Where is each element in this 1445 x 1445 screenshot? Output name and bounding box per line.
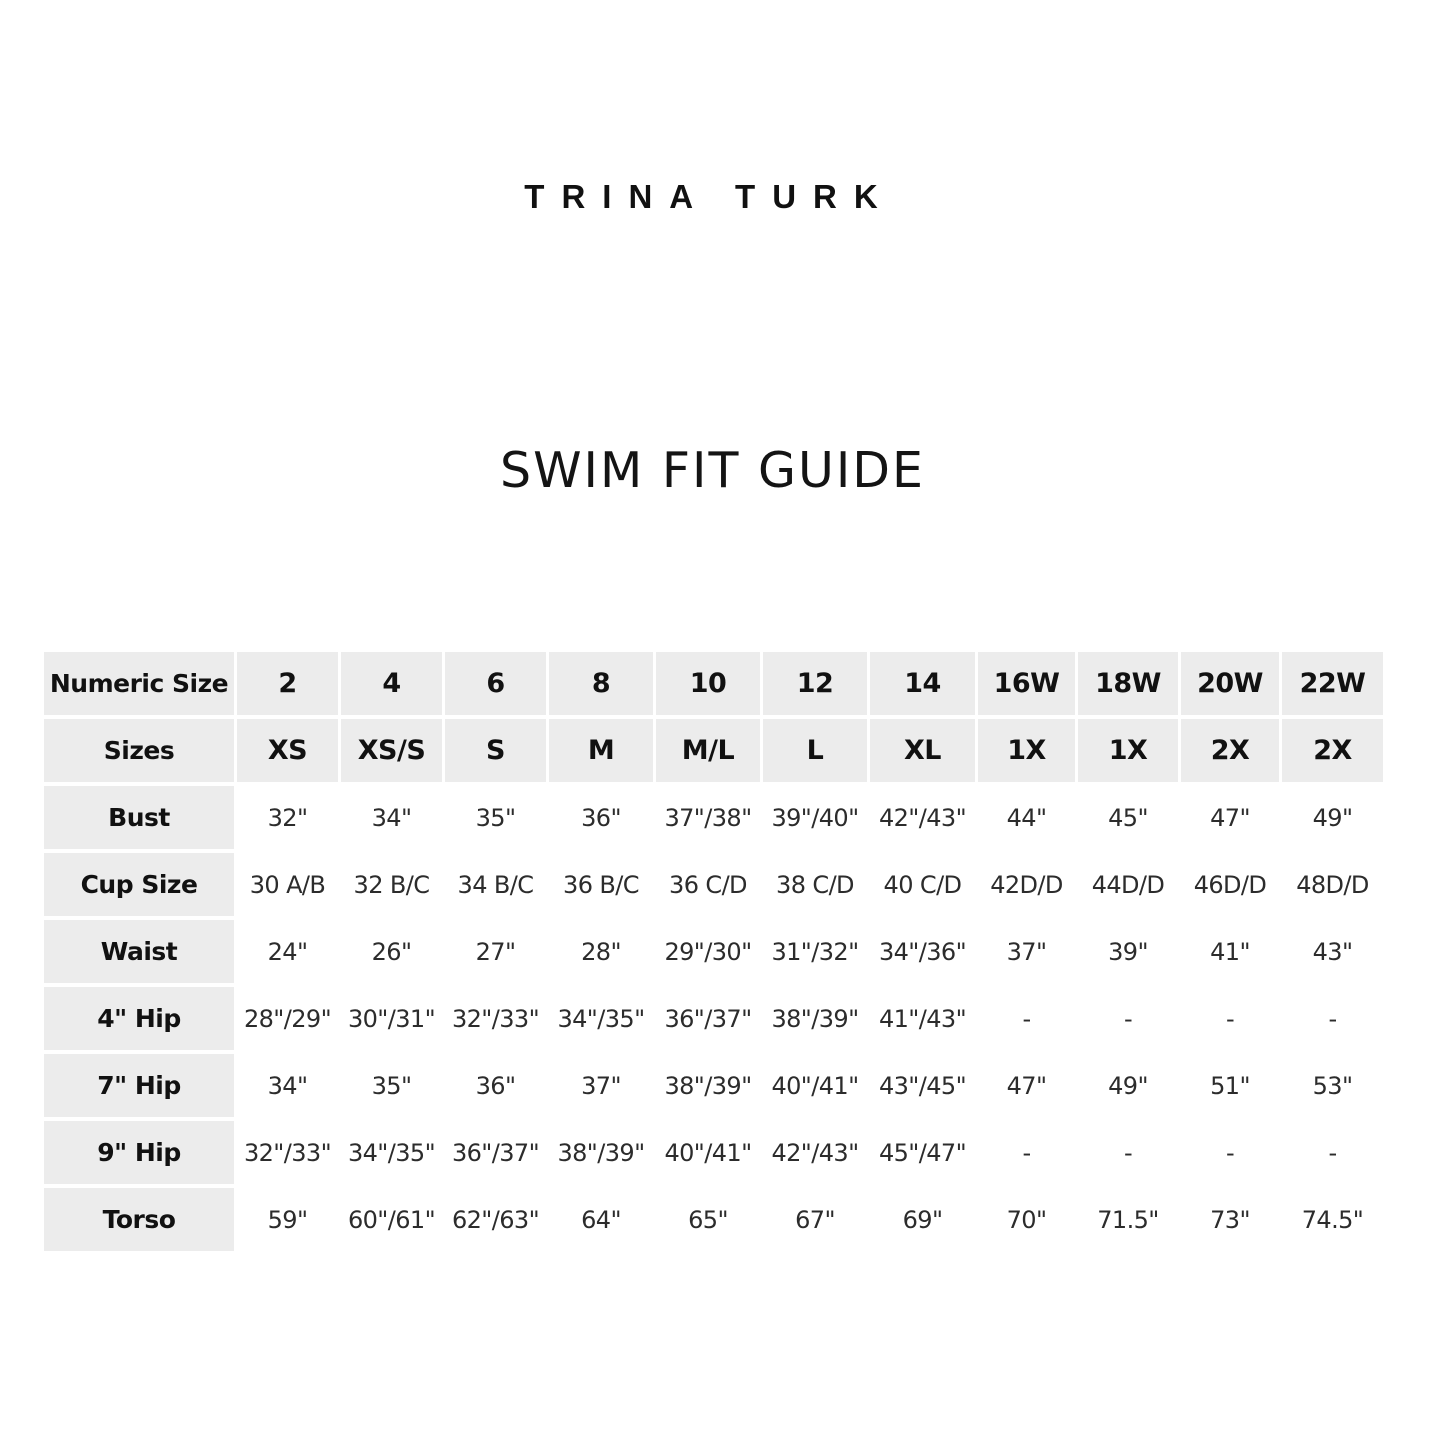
row-label: Torso	[44, 1188, 234, 1251]
table-row-4-hip	[44, 987, 1383, 1050]
table-row-bust	[44, 786, 1383, 849]
table-cell: 34"/36"	[870, 920, 975, 983]
table-cell: 38"/39"	[656, 1054, 760, 1117]
table-cell: 74.5"	[1282, 1188, 1383, 1251]
table-cell: 45"/47"	[870, 1121, 975, 1184]
table-cell: 37"	[978, 920, 1075, 983]
table-cell: 34"/35"	[341, 1121, 442, 1184]
table-cell: 35"	[445, 786, 546, 849]
header-cell: XS	[237, 719, 338, 782]
table-cell: 42D/D	[978, 853, 1075, 916]
table-cell: 36"/37"	[445, 1121, 546, 1184]
table-cell: 37"/38"	[656, 786, 760, 849]
table-cell: 41"	[1181, 920, 1279, 983]
table-cell: 46D/D	[1181, 853, 1279, 916]
table-cell: -	[1282, 987, 1383, 1050]
table-row-waist	[44, 920, 1383, 983]
table-cell: 64"	[549, 1188, 653, 1251]
header-cell: L	[763, 719, 867, 782]
row-label: Numeric Size	[44, 652, 234, 715]
table-cell: -	[978, 1121, 1075, 1184]
row-label: Bust	[44, 786, 234, 849]
table-cell: 43"/45"	[870, 1054, 975, 1117]
table-cell: 60"/61"	[341, 1188, 442, 1251]
header-cell: 18W	[1078, 652, 1178, 715]
table-cell: 29"/30"	[656, 920, 760, 983]
table-cell: 42"/43"	[870, 786, 975, 849]
header-cell: 20W	[1181, 652, 1279, 715]
header-cell: 22W	[1282, 652, 1383, 715]
table-cell: 40 C/D	[870, 853, 975, 916]
table-cell: 32"/33"	[445, 987, 546, 1050]
header-cell: 1X	[978, 719, 1075, 782]
table-cell: 32"	[237, 786, 338, 849]
table-row-cup-size	[44, 853, 1383, 916]
table-row-numeric-size	[44, 652, 1383, 715]
table-cell: 45"	[1078, 786, 1178, 849]
header-cell: 4	[341, 652, 442, 715]
header-cell: M/L	[656, 719, 760, 782]
header-cell: 16W	[978, 652, 1075, 715]
table-cell: 43"	[1282, 920, 1383, 983]
table-cell: 37"	[549, 1054, 653, 1117]
row-label: Sizes	[44, 719, 234, 782]
row-label: 9" Hip	[44, 1121, 234, 1184]
table-cell: 36 C/D	[656, 853, 760, 916]
table-cell: 40"/41"	[763, 1054, 867, 1117]
table-cell: -	[1078, 1121, 1178, 1184]
row-label: 7" Hip	[44, 1054, 234, 1117]
table-cell: 49"	[1282, 786, 1383, 849]
table-cell: 26"	[341, 920, 442, 983]
table-cell: 59"	[237, 1188, 338, 1251]
table-cell: 38"/39"	[549, 1121, 653, 1184]
table-cell: 32"/33"	[237, 1121, 338, 1184]
table-cell: 53"	[1282, 1054, 1383, 1117]
table-cell: 36 B/C	[549, 853, 653, 916]
header-cell: 1X	[1078, 719, 1178, 782]
table-cell: -	[1078, 987, 1178, 1050]
header-cell: 2X	[1282, 719, 1383, 782]
header-cell: XL	[870, 719, 975, 782]
table-cell: 34"	[237, 1054, 338, 1117]
row-label: Cup Size	[44, 853, 234, 916]
header-cell: 12	[763, 652, 867, 715]
table-cell: 32 B/C	[341, 853, 442, 916]
header-cell: 6	[445, 652, 546, 715]
table-cell: 65"	[656, 1188, 760, 1251]
header-cell: XS/S	[341, 719, 442, 782]
table-cell: 35"	[341, 1054, 442, 1117]
table-cell: 30"/31"	[341, 987, 442, 1050]
row-label: 4" Hip	[44, 987, 234, 1050]
header-cell: 2X	[1181, 719, 1279, 782]
table-row-torso	[44, 1188, 1383, 1251]
page-title: SWIM FIT GUIDE	[500, 442, 925, 499]
brand-logo: TRINA TURK	[524, 178, 895, 215]
table-cell: 30 A/B	[237, 853, 338, 916]
table-cell: 47"	[1181, 786, 1279, 849]
table-cell: 67"	[763, 1188, 867, 1251]
table-cell: 73"	[1181, 1188, 1279, 1251]
table-cell: 28"/29"	[237, 987, 338, 1050]
table-cell: 41"/43"	[870, 987, 975, 1050]
table-cell: 34"/35"	[549, 987, 653, 1050]
table-cell: 24"	[237, 920, 338, 983]
table-cell: 51"	[1181, 1054, 1279, 1117]
table-cell: 39"/40"	[763, 786, 867, 849]
table-cell: 42"/43"	[763, 1121, 867, 1184]
table-cell: -	[1181, 987, 1279, 1050]
table-cell: 39"	[1078, 920, 1178, 983]
header-cell: S	[445, 719, 546, 782]
table-cell: -	[1181, 1121, 1279, 1184]
table-cell: 36"/37"	[656, 987, 760, 1050]
size-chart-table	[41, 648, 1386, 1255]
header-cell: M	[549, 719, 653, 782]
table-cell: 71.5"	[1078, 1188, 1178, 1251]
table-cell: 38 C/D	[763, 853, 867, 916]
table-cell: 38"/39"	[763, 987, 867, 1050]
table-cell: 62"/63"	[445, 1188, 546, 1251]
table-cell: 34"	[341, 786, 442, 849]
table-cell: 69"	[870, 1188, 975, 1251]
table-cell: 70"	[978, 1188, 1075, 1251]
table-cell: 34 B/C	[445, 853, 546, 916]
table-cell: 28"	[549, 920, 653, 983]
header-cell: 2	[237, 652, 338, 715]
table-cell: 48D/D	[1282, 853, 1383, 916]
header-cell: 8	[549, 652, 653, 715]
table-cell: 44D/D	[1078, 853, 1178, 916]
table-cell: 27"	[445, 920, 546, 983]
table-cell: -	[1282, 1121, 1383, 1184]
table-row-9-hip	[44, 1121, 1383, 1184]
table-cell: 49"	[1078, 1054, 1178, 1117]
table-cell: 31"/32"	[763, 920, 867, 983]
table-cell: 44"	[978, 786, 1075, 849]
table-cell: -	[978, 987, 1075, 1050]
header-cell: 10	[656, 652, 760, 715]
table-row-7-hip	[44, 1054, 1383, 1117]
header-cell: 14	[870, 652, 975, 715]
table-cell: 40"/41"	[656, 1121, 760, 1184]
table-cell: 47"	[978, 1054, 1075, 1117]
table-cell: 36"	[549, 786, 653, 849]
table-row-sizes	[44, 719, 1383, 782]
row-label: Waist	[44, 920, 234, 983]
table-cell: 36"	[445, 1054, 546, 1117]
